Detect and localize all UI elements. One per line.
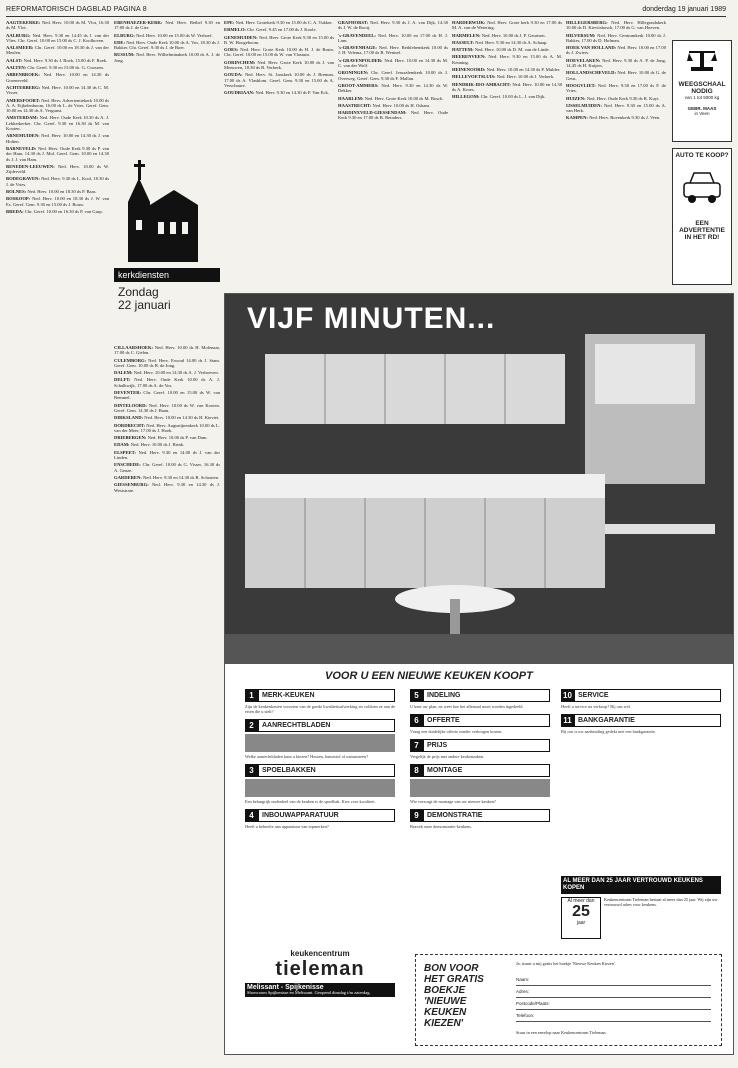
- step-item: 11 BANKGARANTIE Bij ons is uw aanbetaling gedekt met een bankgarantie.: [561, 714, 721, 734]
- list-item: GROOT-AMMERS: Ned. Herv. 9.30 en 14.30 ds W. Dekker.: [338, 82, 448, 94]
- column-6: [566, 20, 666, 310]
- list-item: GOUDRIAAN: Ned. Herv. 9.30 en 14.30 ds P. Van Eck.: [224, 90, 329, 96]
- weegschaal-ad: WEEGSCHAAL NODIG van 1 tot 5000 kg GEBR. MAAS in Veen: [672, 40, 732, 142]
- list-item: HAASTRECHT: Ned. Herv. 10.00 ds H. Oskam.: [338, 102, 431, 108]
- list-item: HENDRIK-IDO-AMBACHT: Ned. Herv. 10.00 en 14.30 ds A. Kroes.: [452, 81, 562, 92]
- step-item: 8 MONTAGE Wie verzorgt de montage van uw nieuwe keuken?: [410, 764, 550, 804]
- list-item: GOES: Ned. Herv. Grote Kerk 10.00 ds H. J. de Bruin. Chr. Geref. 10.00 en 15.00 ds W. van Vlastuin.: [224, 47, 334, 58]
- list-item: GARDEREN: Ned. Herv. 9.30 en 14.30 ds R. Schouten.: [114, 474, 220, 480]
- list-item: ENSCHEDE: Chr. Geref. 10.00 ds G. Visser, 16.30 ds A. Geuze.: [114, 462, 220, 473]
- steps-column-right: [561, 689, 721, 739]
- list-item: EPE: Ned. Herv. Grotekerk 9.30 en 15.00 ds C. A. Tukker.: [224, 20, 333, 25]
- list-item: HILVERSUM: Ned. Herv. Centrumkerk 10.00 ds J. Bakker, 17.00 ds D. Hofman.: [566, 32, 666, 43]
- list-item: 's-GRAVENDEEL: Ned. Herv. 10.00 en 17.00 ds H. J. Lam.: [338, 32, 448, 43]
- kerkdiensten-box: [114, 150, 220, 340]
- auto-ad: AUTO TE KOOP? EEN ADVERTENTIE IN HET RD!: [672, 148, 732, 285]
- list-item: DALEM: Ned. Herv. 10.00 en 14.30 ds A. J. Verhoeven.: [114, 370, 219, 376]
- list-item: BREDA: Chr. Geref. 10.00 en 16.30 ds P. van Gurp.: [6, 208, 103, 214]
- column-4: [338, 20, 448, 310]
- headline: VIJF MINUTEN...: [247, 302, 496, 335]
- list-item: EDAM: Ned. Herv. 10.00 ds J. Brink.: [114, 442, 185, 448]
- column-1: [6, 20, 109, 1060]
- list-item: ABBENBROEK: Ned. Herv. 10.00 en 14.30 ds Groeneveld.: [6, 72, 109, 83]
- phone-field[interactable]: Telefoon:: [516, 1013, 711, 1022]
- jubileum-block: AL MEER DAN 25 JAAR VERTROUWD KEUKENS KOPEN Al meer dan 25 jaar Keukencentrum Tieleman bestaat al meer dan 25 jaar. Wij zijn uw vertrouwd adres voor keukens.: [561, 876, 721, 939]
- step-item: 5 INDELING U kent uw plan, en weet hoe het allemaal moet worden ingedeeld.: [410, 689, 550, 709]
- tieleman-logo: keukencentrum tieleman Melissant - Spijkenisse Showroom Spijkenisse en Melissant. Geopend dinsdag t/m zaterdag.: [245, 949, 395, 1004]
- kitchen-illustration: [225, 294, 733, 664]
- step-item: 2 AANRECHTBLADEN Welke aanrechtbladen kunt u kiezen? Houten, kunststof of natuursteen?: [245, 719, 395, 759]
- column-5: [452, 20, 562, 310]
- step-photo: [245, 734, 395, 752]
- kerkdiensten-title: kerkdiensten: [114, 268, 220, 282]
- list-item: DINTELOORD: Ned. Herv. 10.00 ds W. van Kooten. Geref. Gem. 14.30 ds J. Baan.: [114, 402, 220, 413]
- list-item: HOEVELAKEN: Ned. Herv. 9.30 ds A. P. de Jong, 14.45 ds H. Kuijers.: [566, 57, 666, 69]
- list-item: KAMPEN: Ned. Herv. Bovenkerk 9.30 ds J. Veen.: [566, 115, 661, 121]
- step-item: 7 PRIJS Vergelijk de prijs met andere keukenzaken.: [410, 739, 550, 759]
- list-item: BARNEVELD: Ned. Herv. Oude Kerk 9.30 ds P. van der Ham, 14.30 ds J. Mol. Geref. Gem. 10.00 en 14.30 ds J. J. van Ham.: [6, 145, 109, 162]
- list-item: ELSPEET: Ned. Herv. 9.30 en 14.00 ds J. van der Linden.: [114, 449, 220, 461]
- list-item: BODEGRAVEN: Ned. Herv. 9.30 ds L. Kool, 18.30 ds J. de Vries.: [6, 176, 109, 187]
- list-item: DORDRECHT: Ned. Herv. Augustijnenkerk 10.00 ds L. van der Meer, 17.00 ds J. Hoek.: [114, 422, 220, 433]
- column-2-lower: [114, 345, 220, 1060]
- list-item: AMSTERDAM: Ned. Herv. Oude Kerk 10.30 ds A. J. Lekkerkerker. Chr. Geref. 9.30 en 16.30 ds M. van Kooten.: [6, 115, 109, 132]
- list-item: 's-GRAVENHAGE: Ned. Herv. Bethlehemkerk 10.00 ds J. H. Velema, 17.00 ds B. Wentsel.: [338, 45, 448, 56]
- list-item: HEINENOORD: Ned. Herv. 10.00 en 14.30 ds P. Mulder.: [452, 67, 561, 73]
- list-item: CULEMBORG: Ned. Herv. Ewoud 14.00 ds J. Stam. Geref. Gem. 10.00 ds B. de Jong.: [114, 357, 220, 368]
- list-item: IJSSELMUIDEN: Ned. Herv. 9.30 en 15.00 ds A. van Herk.: [566, 102, 666, 114]
- subheadline: VOOR U EEN NIEUWE KEUKEN KOOPT: [325, 670, 533, 682]
- paper-name: REFORMATORISCH DAGBLAD PAGINA 8: [6, 6, 147, 13]
- list-item: HILLEGERSBERG: Ned. Herv. Hillegondakerk 10.00 ds D. Kievitsbosch, 17.00 ds G. van Hoeven.: [566, 20, 666, 31]
- list-item: AAGTEKERKE: Ned. Herv. 10.00 ds M. Vlot, 16.30 ds M. Vlot.: [6, 20, 109, 31]
- list-item: AALTEN: Chr. Geref. 9.30 en 15.00 ds. G. Cnossen.: [6, 65, 104, 71]
- coupon-title: BON VOOR HET GRATIS BOEKJE 'NIEUWE KEUKEN KIEZEN': [424, 963, 484, 1029]
- list-item: ARNEMUIDEN: Ned. Herv. 10.00 en 14.30 ds J. van Holten.: [6, 133, 109, 144]
- step-item: 4 INBOUWAPPARATUUR Heeft u behoefte aan apparatuur van topmerken?: [245, 809, 395, 829]
- list-item: CILLAARSHOEK: Ned. Herv. 10.00 ds H. Molenaar, 17.00 ds C. Gielen.: [114, 345, 220, 356]
- address-field[interactable]: Adres:: [516, 989, 711, 998]
- kerkdiensten-date: Zondag 22 januari: [118, 285, 171, 312]
- list-item: ELBURG: Ned. Herv. 10.00 en 15.00 ds W. Verhoef.: [114, 32, 213, 38]
- list-item: AMERSFOORT: Ned. Herv. Advertentiekerk 10.00 ds A. A. Eijkelenboom, 16.00 ds L. de Vries. Geref. Gem. 10.00 en 14.30 ds A. Vergunst.: [6, 97, 109, 114]
- list-item: BENEDEN-LEEUWEN: Ned. Herv. 10.00 ds W. Zijderveld.: [6, 163, 109, 175]
- car-icon: [680, 165, 724, 209]
- list-item: GIESSENBURG: Ned. Herv. 9.30 en 14.30 ds J. Weststrate.: [114, 482, 220, 493]
- list-item: HATTEM: Ned. Herv. 10.00 ds D. M. van de Linde.: [452, 47, 550, 53]
- anniversary-badge: Al meer dan 25 jaar: [561, 897, 601, 939]
- auto-ad-title: AUTO TE KOOP?: [675, 152, 729, 159]
- step-photo: [245, 779, 395, 797]
- list-item: BUSSUM: Ned. Herv. Wilhelminakerk 10.00 ds A. J. de Jong.: [114, 52, 220, 63]
- page-date: donderdag 19 januari 1989: [642, 6, 726, 13]
- step-photo: [410, 779, 550, 797]
- list-item: BOSKOOP: Ned. Herv. 10.00 en 18.30 ds J. W. van Es. Geref. Gem. 9.30 en 15.00 ds J. Bouw.: [6, 196, 109, 207]
- kitchen-photo: [225, 294, 733, 664]
- column-3: [224, 20, 334, 310]
- list-item: HUIZEN: Ned. Herv. Oude Kerk 9.30 ds R. Kuyt.: [566, 95, 660, 101]
- list-item: ACHTERBERG: Ned. Herv. 10.00 en 14.30 ds C. M. Visser.: [6, 84, 109, 96]
- step-item: 6 OFFERTE Vraag een duidelijke offerte zonder verborgen kosten.: [410, 714, 550, 734]
- kitchen-advertisement: [224, 293, 734, 1055]
- list-item: HOLLANDSCHEVELD: Ned. Herv. 10.00 ds G. de Geus.: [566, 70, 666, 81]
- list-item: EDE: Ned. Herv. Oude Kerk 10.00 ds A. Vos, 18.30 ds J. Bakker. Chr. Geref. 9.30 ds J. de Boer.: [114, 39, 220, 51]
- list-item: HEERENVEEN: Ned. Herv. 9.30 en 15.00 ds A. M. Keuning.: [452, 54, 562, 65]
- list-item: EBENHAEZER-KERK: Ned. Herv. Bethel 9.30 en 17.00 ds J. de Gier.: [114, 20, 220, 31]
- steps-column-middle: [410, 689, 550, 834]
- scale-icon: [687, 47, 717, 73]
- list-item: AALST: Ned. Herv. 9.30 ds J. Roek, 15.00 ds F. Roek.: [6, 57, 108, 63]
- list-item: GENEMUIDEN: Ned. Herv. Grote Kerk 9.30 en 15.00 ds R. W. Hoogeboom.: [224, 34, 334, 45]
- list-item: HOEK VAN HOLLAND: Ned. Herv. 10.00 en 17.00 ds J. Zwiers.: [566, 45, 666, 56]
- list-item: AALSMEER: Chr. Geref. 10.00 en 18.30 ds J. van der Meulen.: [6, 45, 109, 56]
- postcode-field[interactable]: Postcode/Plaats:: [516, 1001, 711, 1010]
- list-item: GORINCHEM: Ned. Herv. Grote Kerk 10.00 ds J. van Meeuwen, 18.30 ds B. Verkerk.: [224, 59, 334, 71]
- step-item: 3 SPOELBAKKEN Een belangrijk onderdeel van de keuken is de spoelbak. Kies voor kwaliteit.: [245, 764, 395, 804]
- list-item: HELLEVOETSLUIS: Ned. Herv. 10.00 ds J. Verkerk.: [452, 74, 555, 80]
- list-item: GOUDA: Ned. Herv. St. Janskerk 10.00 ds J. Breman, 17.00 ds A. Vlasblom. Geref. Gem. 9.30 en 15.00 ds A. Verschuure.: [224, 72, 334, 88]
- step-item: 9 DEMONSTRATIE Bezoek onze demonstratie-keukens.: [410, 809, 550, 829]
- list-item: BOLNES: Ned. Herv. 10.00 en 18.30 ds P. Baas.: [6, 189, 97, 195]
- page-header: [6, 6, 726, 17]
- list-item: ERMELO: Chr. Geref. 9.45 en 17.00 ds J. Koole.: [224, 27, 317, 33]
- list-item: HASSELT: Ned. Herv. 9.30 en 14.30 ds A. Schaap.: [452, 39, 548, 45]
- step-item: 1 MERK-KEUKEN Zijn de keukenkasten voorzien van de goede kwaliteitsafwerking en voldoen ze aan de eisen die u stelt?: [245, 691, 395, 714]
- weegschaal-title: WEEGSCHAAL NODIG: [678, 81, 726, 95]
- list-item: DIRKSLAND: Ned. Herv. 10.00 en 14.30 ds H. Kieviet.: [114, 415, 220, 421]
- church-icon: [124, 150, 204, 265]
- list-item: DELFT: Ned. Herv. Oude Kerk 10.00 ds A. J. Schalkwijk, 17.00 ds A. de Vos.: [114, 377, 220, 388]
- list-item: DEVENTER: Chr. Geref. 10.00 en 15.00 ds W. van Bemmel.: [114, 390, 220, 401]
- step-item: 10 SERVICE Heeft u service na verkoop? Bij ons wel.: [561, 689, 721, 709]
- order-coupon[interactable]: BON VOOR HET GRATIS BOEKJE 'NIEUWE KEUKEN KIEZEN' Ja, stuurt u mij gratis het boekje 'Nieuwe Keuken Kiezen'. Naam: Adres: Postcode/Plaats: Telefoon: Stuur in een envelop naar Keukencentrum Tieleman.: [415, 954, 722, 1046]
- list-item: HARDERWIJK: Ned. Herv. Grote kerk 9.30 en 17.00 ds M. A. van de Wetering.: [452, 20, 562, 31]
- name-field[interactable]: Naam:: [516, 977, 711, 986]
- list-item: HILLEGOM: Chr. Geref. 10.00 ds L. J. van Dijk.: [452, 94, 546, 100]
- list-item: HAARLEM: Ned. Herv. Grote Kerk 10.00 ds M. Bosch.: [338, 95, 444, 101]
- list-item: GRAFHORST: Ned. Herv. 9.30 ds J. A. van Dijk, 14.30 ds J. W. de Rooij.: [338, 20, 448, 31]
- list-item: DRIEBERGEN: Ned. Herv. 10.00 ds P. van Dam.: [114, 435, 208, 441]
- list-item: HOOGVLIET: Ned. Herv. 9.30 en 17.00 ds F. de Vries.: [566, 82, 666, 94]
- list-item: HARMELEN: Ned. Herv. 10.00 ds J. P. Geurtsen.: [452, 32, 546, 38]
- list-item: 's-GRAVENPOLDER: Ned. Herv. 10.00 en 14.30 ds M. C. van der Wolf.: [338, 57, 448, 69]
- steps-column-left: [245, 689, 395, 834]
- list-item: HARDINXVELD-GIESSENDAM: Ned. Herv. Oude Kerk 9.30 en 17.00 ds B. Reinders.: [338, 110, 448, 121]
- list-item: GRONINGEN: Chr. Geref. Jeruzalemkerk 10.00 ds J. Overweg. Geref. Gem. 9.30 ds F. Mallan.: [338, 70, 448, 81]
- list-item: AALBURG: Ned. Herv. 9.30 en 14.45 ds J. van der Vlies. Chr. Geref. 10.00 en 15.00 ds C. J. Koolhoven.: [6, 32, 109, 43]
